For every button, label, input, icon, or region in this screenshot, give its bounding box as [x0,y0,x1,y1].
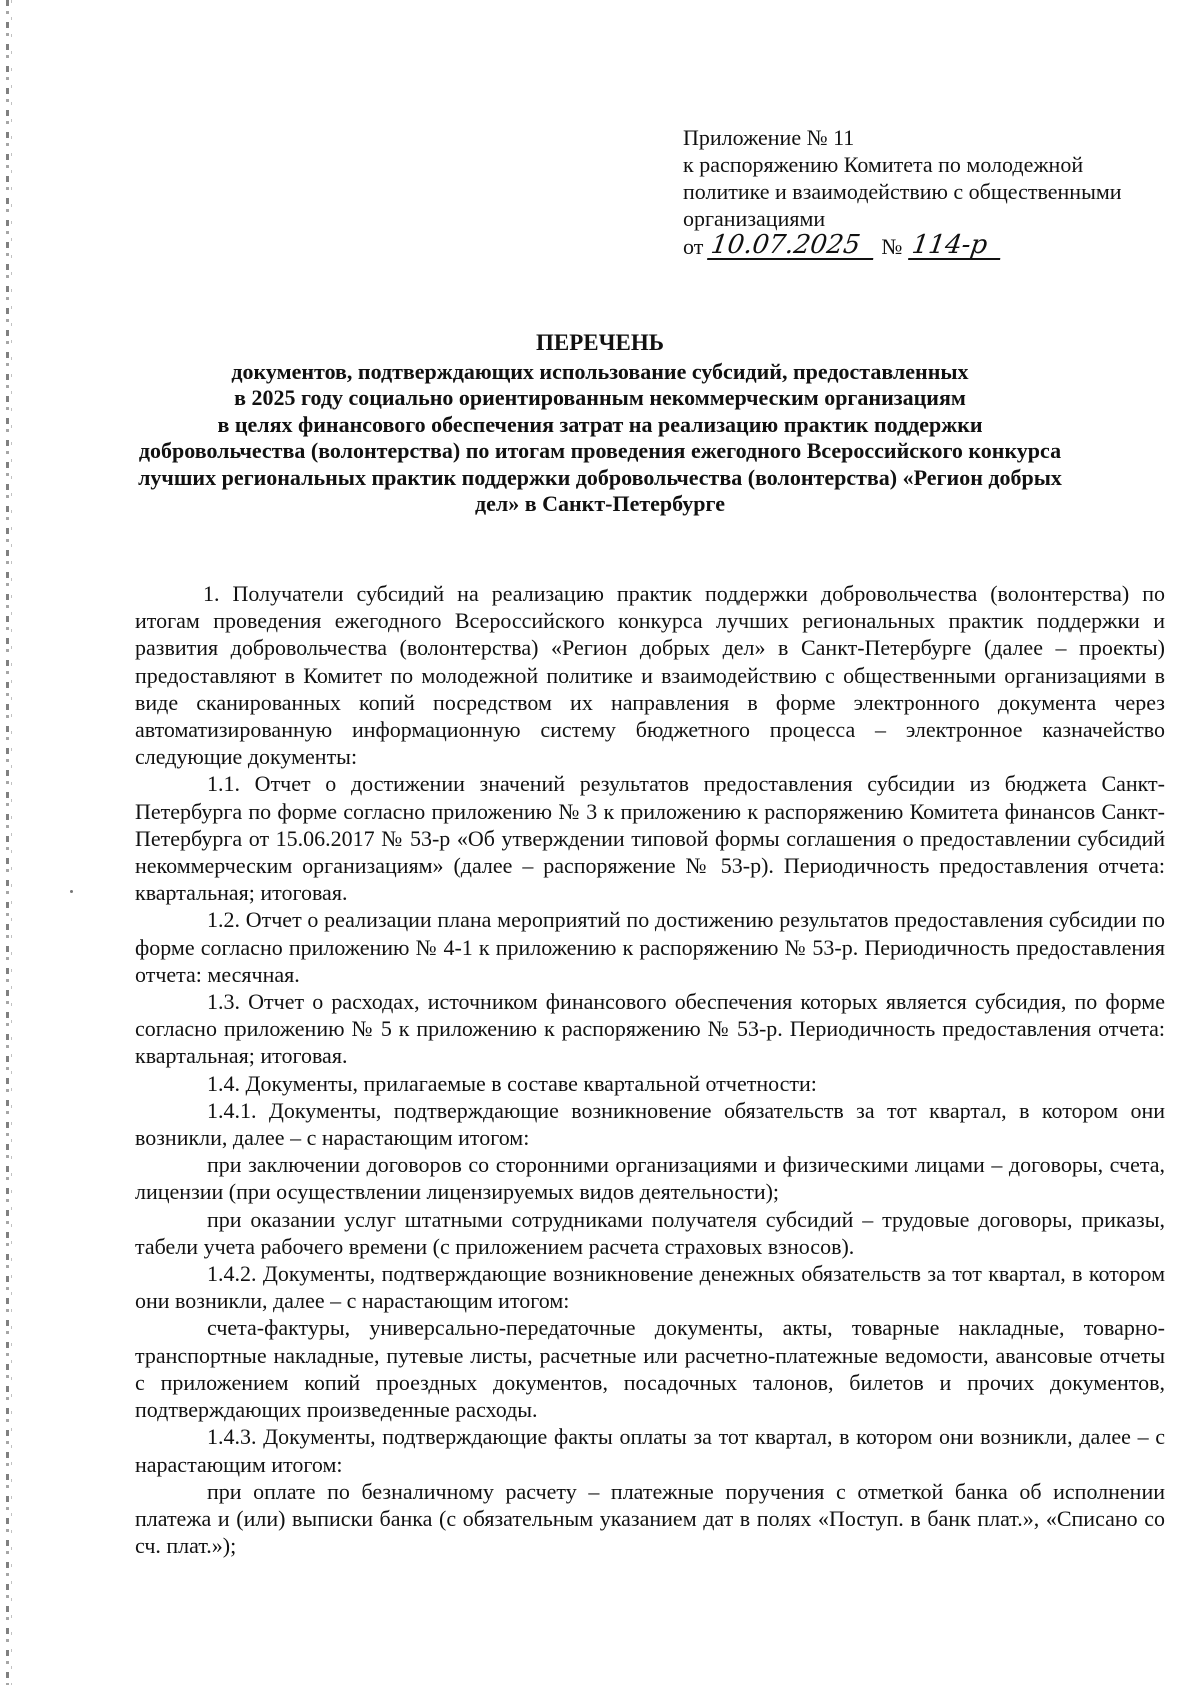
document-title [120,330,1080,518]
paragraph-1: 1. Получатели субсидий на реализацию практик поддержки добровольчества (волонтерства) по итогам проведения ежегодного Всероссийского конкурса лучших региональных практик поддержки и развития добровольчества (волонтерства) «Регион добрых дел» в Санкт-Петербурге (далее – проекты) предоставляют в Комитет по молодежной политике и взаимодействию с общественными организациями в виде сканированных копий посредством их направления в форме электронного документа через автоматизированную информационную систему бюджетного процесса – электронное казначейство следующие документы: [135,581,1165,770]
appendix-line: организациями [683,206,826,231]
paragraph-contracts: при заключении договоров со сторонними организациями и физическими лицами – договоры, счета, лицензии (при осуществлении лицензируемых видов деятельности); [135,1152,1165,1205]
title-line: документов, подтверждающих использование субсидий, предоставленных [231,358,969,384]
title-line: добровольчества (волонтерства) по итогам проведения ежегодного Всероссийского конкурса [138,438,1062,463]
appendix-line: Приложение № 11 [683,125,855,150]
scan-edge-artifact [6,0,9,1685]
title-main: ПЕРЕЧЕНЬ [536,330,664,355]
paragraph-1-4-1: 1.4.1. Документы, подтверждающие возникновение обязательств за тот квартал, в котором они возникли, далее – с нарастающим итогом: [135,1097,1165,1151]
number-label: № [881,234,903,259]
paragraph-invoices: счета-фактуры, универсально-передаточные документы, акты, товарные накладные, товарно-транспортные накладные, путевые листы, расчетные или расчетно-платежные ведомости, авансовые отчеты с приложением копий проездных документов, посадочных талонов, билетов и прочих документов, подтверждающих произведенные расходы. [135,1315,1165,1423]
paragraph-1-4-3: 1.4.3. Документы, подтверждающие факты оплаты за тот квартал, в котором они возникли, далее – с нарастающим итогом: [135,1424,1165,1477]
appendix-line: к распоряжению Комитета по молодежной [683,152,1084,177]
title-line: лучших региональных практик поддержки добровольчества (волонтерства) «Регион добрых [138,464,1062,490]
paragraph-staff-services: при оказании услуг штатными сотрудниками получателя субсидий – трудовые договоры, приказы, табели учета рабочего времени (с приложением расчета страховых взносов). [135,1206,1165,1259]
paragraph-1-1: 1.1. Отчет о достижении значений результатов предоставления субсидии из бюджета Санкт-Петербурга по форме согласно приложению № 3 к приложению к распоряжению Комитета финансов Санкт-Петербурга от 15.06.2017 № 53-р «Об утверждении типовой формы соглашения о предоставлении субсидий некоммерческим организациям» (далее – распоряжение № 53-р). Периодичность предоставления отчета: квартальная; итоговая. [135,771,1165,906]
scan-edge-artifact-secondary [11,0,12,1685]
paragraph-1-4-2: 1.4.2. Документы, подтверждающие возникновение денежных обязательств за тот квартал, в котором они возникли, далее – с нарастающим итогом: [135,1261,1165,1314]
title-line: в 2025 году социально ориентированным некоммерческим организациям [234,385,966,410]
scan-speck [70,890,73,893]
paragraph-1-2: 1.2. Отчет о реализации плана мероприятий по достижению результатов предоставления субсидии по форме согласно приложению № 4-1 к приложению к распоряжению № 53-р. Периодичность предоставления отчета: месячная. [135,907,1165,987]
title-line: в целях финансового обеспечения затрат на реализацию практик поддержки [217,411,983,437]
document-body [135,580,1165,1559]
from-label: от [683,234,704,259]
title-line: дел» в Санкт-Петербурге [474,491,726,516]
appendix-date-number-line [683,232,1153,260]
paragraph-cashless-payment: при оплате по безналичному расчету – платежные поручения с отметкой банка об исполнении платежа и (или) выписки банка (с обязательным указанием дат в полях «Поступ. в банк плат.», «Списано со сч. плат.»); [135,1478,1165,1559]
appendix-line: политике и взаимодействию с общественными [683,179,1122,204]
appendix-header [683,124,1153,260]
paragraph-1-4: 1.4. Документы, прилагаемые в составе квартальной отчетности: [207,1070,817,1096]
paragraph-1-3: 1.3. Отчет о расходах, источником финансового обеспечения которых является субсидия, по форме согласно приложению № 5 к приложению к распоряжению № 53-р. Периодичность предоставления отчета: квартальная; итоговая. [135,989,1165,1069]
handwritten-date: 10.07.2025 [707,232,877,260]
handwritten-number: 114-р [908,232,1004,260]
